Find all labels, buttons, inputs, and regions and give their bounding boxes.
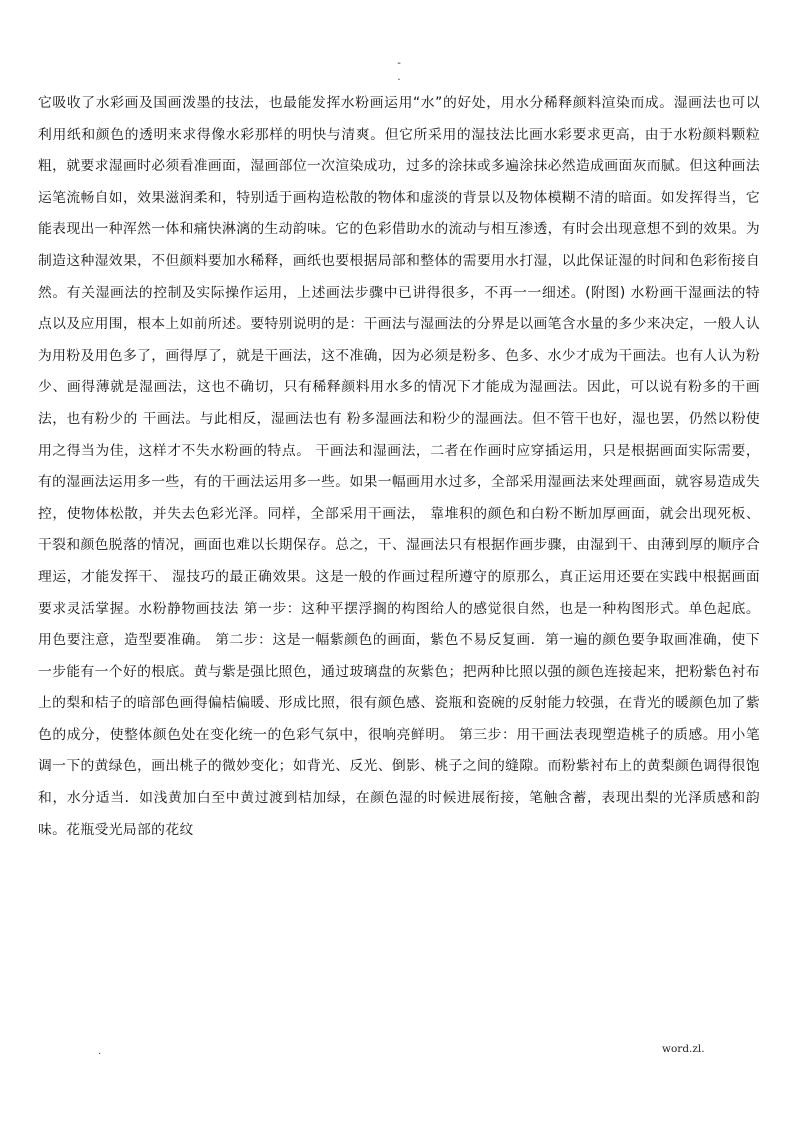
footer-source-label: word.zl. bbox=[662, 1043, 705, 1055]
document-body-text: 它吸收了水彩画及国画泼墨的技法，也最能发挥水粉画运用“水”的好处，用水分稀释颜料渲染而成。湿画法也可以利用纸和颜色的透明来求得像水彩那样的明快与清爽。但它所采用的湿技法比画水彩要求更高，由于水粉颜料颗粒粗，就要求湿画时必须看准画面，湿画部位一次渲染成功，过多的涂抹或多遍涂抹必然造成画面灰而腻。但这种画法运笔流畅自如，效果滋润柔和，特别适于画构造松散的物体和虚淡的背景以及物体模糊不清的暗面。如发挥得当，它能表现出一种浑然一体和痛快淋漓的生动韵味。它的色彩借助水的流动与相互渗透，有时会出现意想不到的效果。为制造这种湿效果，不但颜料要加水稀释，画纸也要根据局部和整体的需要用水打湿，以此保证湿的时间和色彩衔接自然。有关湿画法的控制及实际操作运用，上述画法步骤中已讲得很多，不再一一细述。(附图) 水粉画干湿画法的特点以及应用围，根本上如前所述。要特别说明的是：干画法与湿画法的分界是以画笔含水量的多少来决定，一般人认为用粉及用色多了，画得厚了，就是干画法，这不准确，因为必须是粉多、色多、水少才成为干画法。也有人认为粉少、画得薄就是湿画法，这也不确切，只有稀释颜料用水多的情况下才能成为湿画法。因此，可以说有粉多的干画法，也有粉少的 干画法。与此相反，湿画法也有 粉多湿画法和粉少的湿画法。但不管干也好，湿也罢，仍然以粉使用之得当为佳，这样才不失水粉画的特点。 干画法和湿画法，二者在作画时应穿插运用，只是根据画面实际需要，有的湿画法运用多一些，有的干画法运用多一些。如果一幅画用水过多，全部采用湿画法来处理画面，就容易造成失控，使物体松散，并失去色彩光泽。同样，全部采用干画法， 靠堆积的颜色和白粉不断加厚画面，就会出现死板、干裂和颜色脱落的情况，画面也难以长期保存。总之，干、湿画法只有根据作画步骤，由湿到干、由薄到厚的顺序合理运，才能发挥干、 湿技巧的最正确效果。这是一般的作画过程所遵守的原那么，真正运用还要在实践中根据画面要求灵活掌握。水粉静物画技法 第一步：这种平摆浮搁的构图给人的感觉很自然，也是一种构图形式。单色起底。用色要注意，造型要准确。 第二步：这是一幅紫颜色的画面，紫色不易反复画．第一遍的颜色要争取画准确，使下一步能有一个好的根底。黄与紫是强比照色，通过玻璃盘的灰紫色；把两种比照以强的颜色连接起来，把粉紫色衬布上的梨和桔子的暗部色画得偏桔偏暖、形成比照，很有颜色感、瓷瓶和瓷碗的反射能力较强，在背光的暖颜色加了紫色的成分，使整体颜色处在变化统一的色彩气氛中，很响亮鲜明。 第三步：用干画法表现塑造桃子的质感。用小笔调一下的黄绿色，画出桃子的微妙变化；如背光、反光、倒影、桃子之间的缝隙。而粉紫衬布上的黄梨颜色调得很饱和，水分适当．如浅黄加白至中黄过渡到桔加绿，在颜色湿的时候进展衔接，笔触含蓄，表现出梨的光泽质感和韵味。花瓶受光局部的花纹 bbox=[38, 95, 760, 838]
header-dot-mark: . bbox=[397, 72, 401, 83]
header-dash-mark: - bbox=[397, 58, 401, 69]
footer-left-mark: . bbox=[98, 1046, 102, 1057]
